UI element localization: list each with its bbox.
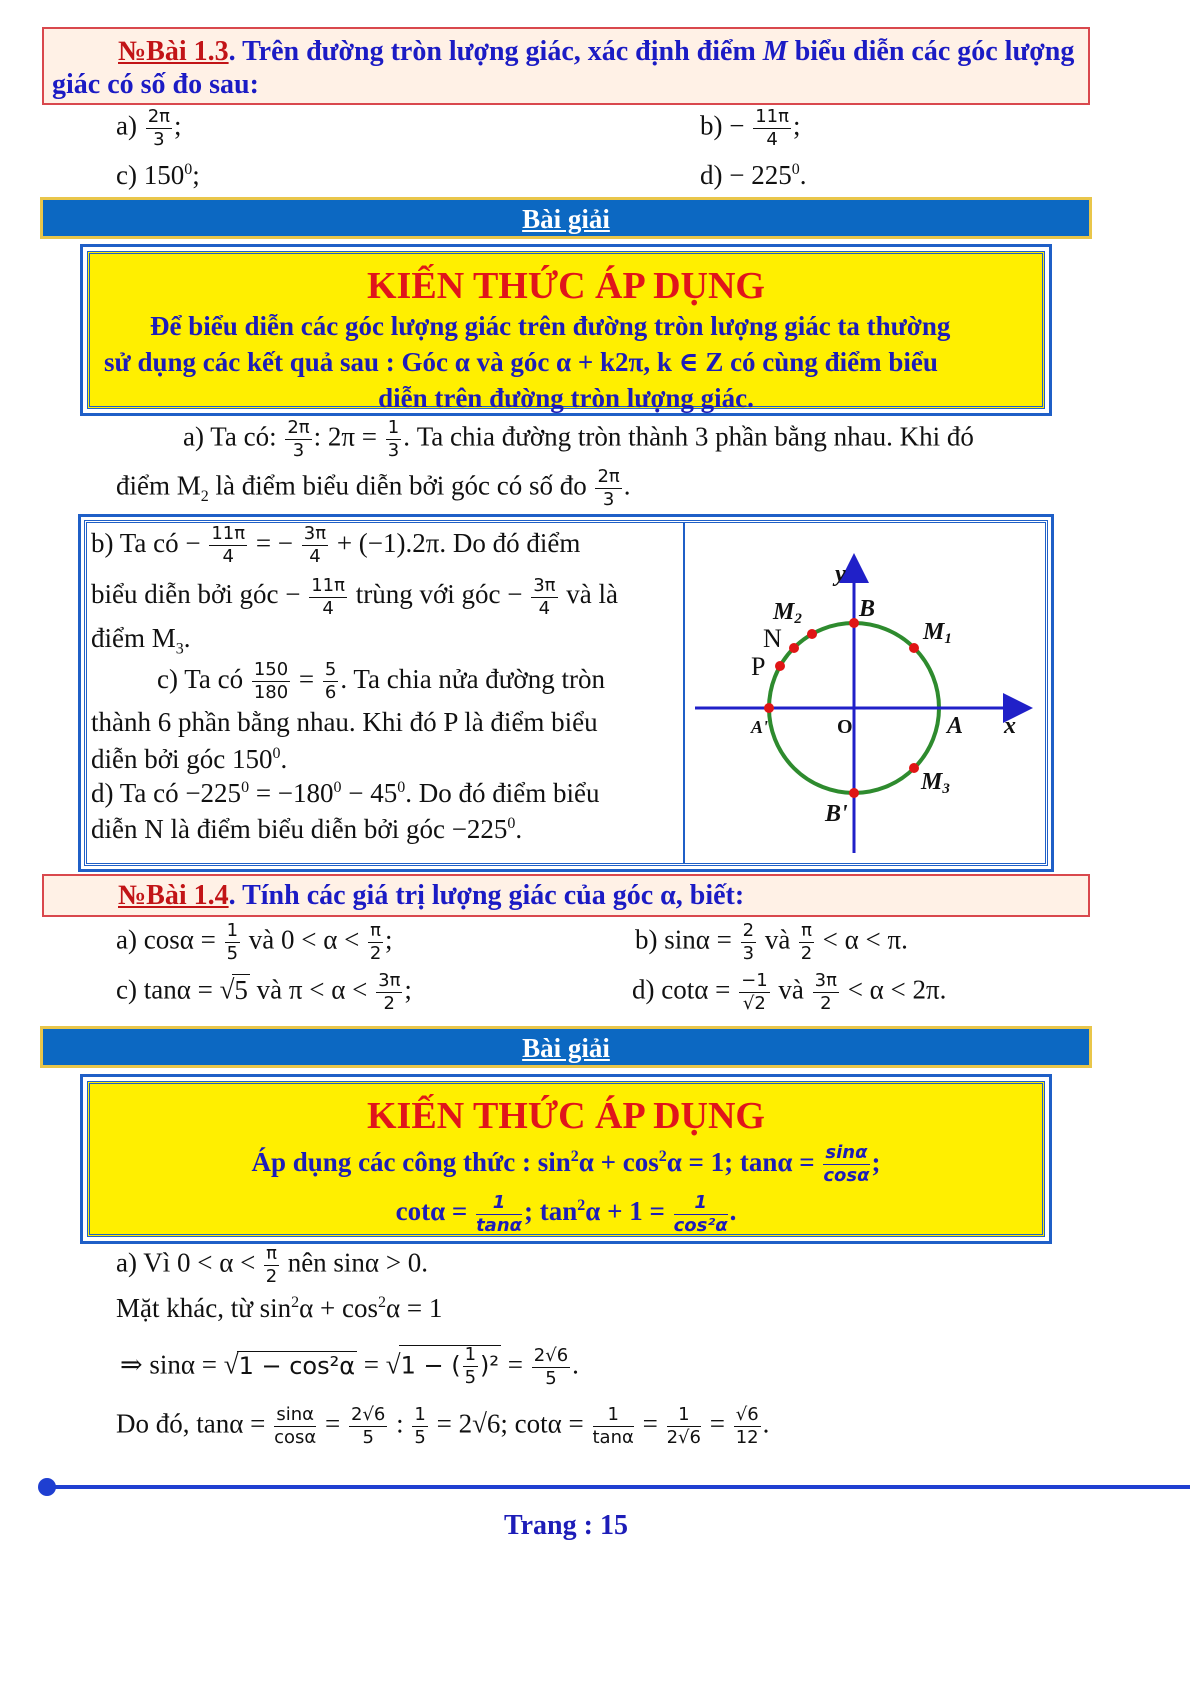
- p14-item-c: c) tanα = √5 và π < α < $\frac{3\pi}{2}$ ;: [116, 970, 412, 1014]
- footer-rule-dot: [38, 1478, 56, 1496]
- problem-title-rest: biểu diễn các góc lượng giác có số đo sau:: [52, 36, 1075, 100]
- label-n: N: [763, 624, 782, 653]
- label-o: O: [837, 716, 853, 738]
- unit-circle-diagram: [687, 523, 1045, 863]
- label-a: A: [947, 713, 964, 739]
- problem-1-4-box: [42, 874, 1090, 917]
- point-m2: [807, 629, 817, 639]
- point-n: [789, 643, 799, 653]
- sol-b-line3: điểm $M_3$.: [91, 622, 191, 657]
- formula-line-2: cotα = $\frac{1}{\tan\alpha}$ ; $\tan^2\alpha + 1$ = $\frac{1}{\text{cos²α}}$ .: [395, 1191, 737, 1236]
- point-b-prime: [849, 788, 859, 798]
- page-number: Trang : 15: [504, 1510, 628, 1541]
- solution-13a-line2: điểm $M_2$ là điểm biểu diễn bởi góc có số đo $\frac{2\pi}{3}$ .: [116, 466, 631, 510]
- item-d: $d) - 225^0$.: [700, 160, 807, 190]
- point-p: [775, 661, 785, 671]
- label-m1: M1: [923, 619, 952, 647]
- point-b: [849, 618, 859, 628]
- footer-rule: [46, 1485, 1190, 1489]
- knowledge-line-1: Để biểu diễn các góc lượng giác trên đường tròn lượng giác ta thường: [150, 311, 951, 341]
- knowledge-line-3: diễn trên đường tròn lượng giác.: [378, 383, 754, 413]
- knowledge-box-2: [87, 1081, 1045, 1237]
- sol-14a-line2: Mặt khác, từ $\sin^2\alpha + \cos^2\alpha = 1$: [116, 1293, 443, 1323]
- p14-item-a: a) cosα = $\frac{1}{5}$ và 0 < α < $\frac{\pi}{2}$ ;: [116, 920, 393, 964]
- problem-title-m: M: [762, 36, 788, 67]
- knowledge-title: KIẾN THỨC ÁP DỤNG: [367, 265, 765, 307]
- label-b: B: [859, 596, 876, 622]
- sol-d-line1: d) Ta có $-225^0 = -180^0 - 45^0$. Do đó điểm biểu: [91, 777, 600, 808]
- knowledge-title-2: KIẾN THỨC ÁP DỤNG: [367, 1095, 765, 1137]
- p14-item-d: d) cotα = $\frac{-1}{√2}$ và $\frac{3\pi}{2}$ < α < 2π.: [632, 970, 947, 1014]
- sol-d-line2: diễn N là điểm biểu diễn bởi góc $-225^0$.: [91, 813, 523, 844]
- sol-c-line3: diễn bởi góc $150^0$.: [91, 743, 288, 774]
- sol-b-line2: biểu diễn bởi góc − $\frac{11\pi}{4}$ trùng với góc − $\frac{3\pi}{4}$ và là: [91, 574, 618, 619]
- item-c: c) $150^0$;: [116, 160, 200, 190]
- solution-13bcd-box: [84, 520, 1048, 866]
- sol-14a-line4: Do đó, tanα = $\frac{\sin\alpha}{\cos\alpha}$ = $\frac{2√6}{5}$ : $\frac{1}{5}$ = 2√6; cotα = $\frac{1}{\tan\alpha}$ = $\frac{1}{2√6}$ = $\frac{√6}{12}$ .: [116, 1404, 770, 1448]
- label-b-prime: B': [825, 801, 848, 827]
- sol-c-line1: c) Ta có $\frac{150}{180}$ = $\frac{5}{6}$ . Ta chia nửa đường tròn: [157, 658, 605, 703]
- sol-14a-line1: a) Vì 0 < α < $\frac{\pi}{2}$ nên sinα > 0.: [116, 1243, 429, 1287]
- label-a-prime: A': [751, 717, 769, 737]
- label-m3: M3: [921, 769, 950, 797]
- solution-text-column: [91, 523, 681, 847]
- knowledge-box-1: [87, 251, 1045, 413]
- point-m1: [909, 643, 919, 653]
- label-m2: M2: [773, 599, 802, 627]
- item-a: a) $\frac{2\pi}{3}$ ;: [116, 106, 182, 150]
- point-m3: [909, 763, 919, 773]
- problem-title: . Trên đường tròn lượng giác, xác định điểm: [228, 36, 763, 67]
- solution-bar-2: Bài giải: [40, 1026, 1092, 1068]
- point-a-prime: [764, 703, 774, 713]
- column-divider: [683, 523, 685, 863]
- problem-title-2: . Tính các giá trị lượng giác của góc α, biết:: [228, 880, 745, 911]
- solution-13a-line1: a) Ta có: $\frac{2\pi}{3}$ : 2π = $\frac{1}{3}$ . Ta chia đường tròn thành 3 phần bằng nhau. Khi đó: [183, 417, 974, 461]
- formula-line-1: Áp dụng các công thức : $\sin^2\alpha + \cos^2\alpha = 1$; tanα = $\frac{\sin\alpha}{\cos\alpha}$ ;: [251, 1142, 881, 1187]
- p14-item-b: b) sinα = $\frac{2}{3}$ và $\frac{\pi}{2}$ < α < π.: [635, 920, 908, 964]
- label-p: P: [751, 652, 766, 681]
- problem-1-3-box: [42, 27, 1090, 105]
- sol-c-line2: thành 6 phần bằng nhau. Khi đó P là điểm biểu: [91, 706, 598, 737]
- problem-number-2: №Bài 1.4: [118, 880, 229, 911]
- label-x: x: [1004, 713, 1016, 739]
- item-b: b) − $\frac{11\pi}{4}$ ;: [700, 106, 801, 150]
- sol-b-line1: b) Ta có − $\frac{11\pi}{4}$ = − $\frac{3\pi}{4}$ + (−1).2π. Do đó điểm: [91, 523, 581, 568]
- knowledge-line-2: sử dụng các kết quả sau : Góc α và góc α + k2π, k ∈ Z có cùng điểm biểu: [104, 347, 938, 377]
- problem-number: №Bài 1.3: [118, 36, 229, 67]
- solution-bar-1: Bài giải: [40, 197, 1092, 239]
- label-y: y: [835, 561, 846, 587]
- sol-14a-line3: ⇒ sinα = √1 − cos²α = √1 − ( $\frac{1}{5}$ )² = $\frac{2√6}{5}$ .: [120, 1344, 579, 1389]
